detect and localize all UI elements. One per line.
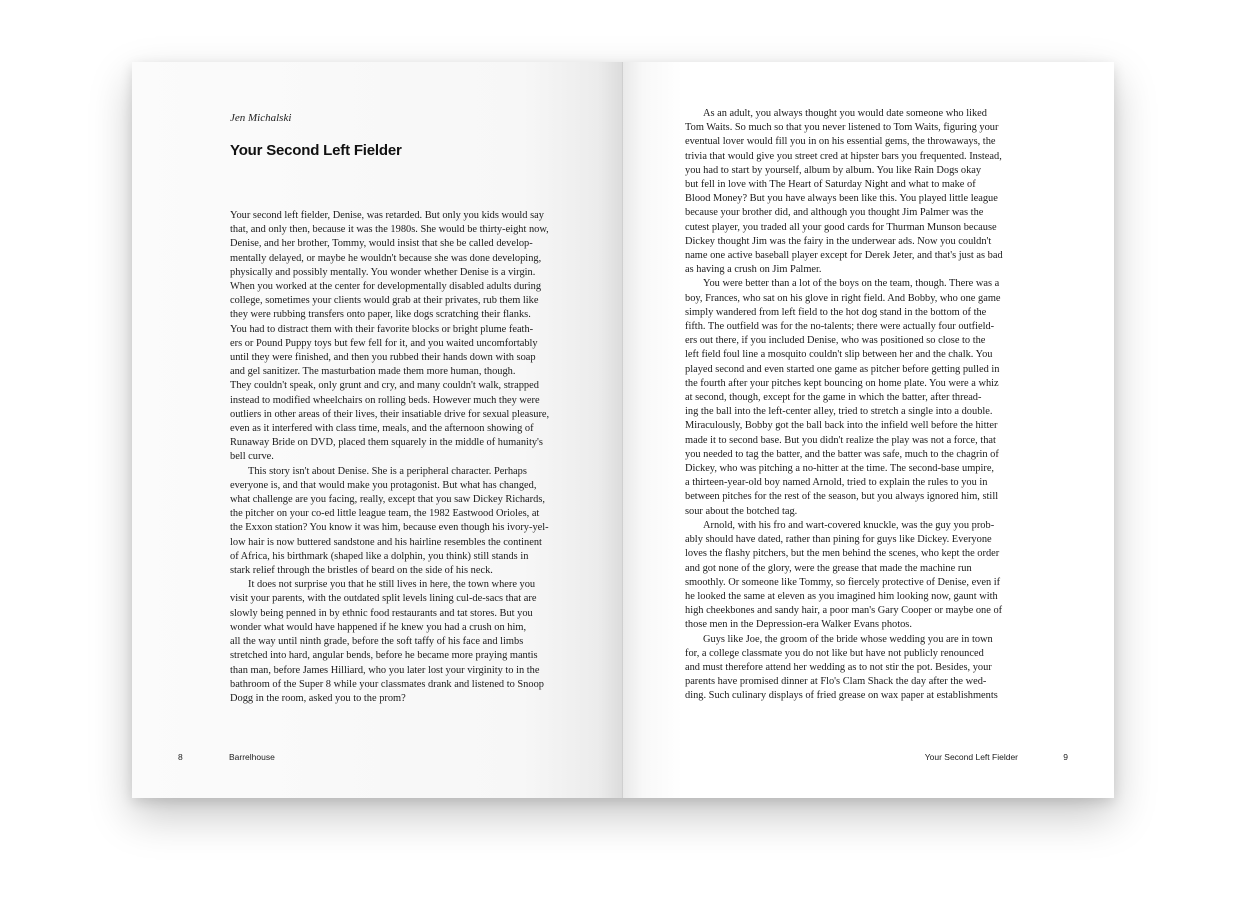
text-line: the pitcher on your co-ed little league team, the 1982 Eastwood Orioles, at [230, 508, 540, 520]
text-line: all the way until ninth grade, before the soft taffy of his face and limbs [230, 636, 524, 648]
text-line: ers or Pound Puppy toys but few fell for it, and you waited uncomfortably [230, 337, 538, 349]
text-line: everyone is, and that would make you protagonist. But what has changed, [230, 479, 537, 491]
text-line: wonder what would have happened if he knew you had a crush on him, [230, 621, 527, 633]
text-line: bathroom of the Super 8 while your classmates drank and listened to Snoop [230, 678, 544, 690]
text-line: bell curve. [230, 451, 274, 463]
text-line: As an adult, you always thought you would date someone who liked [703, 108, 987, 119]
left-page [132, 62, 622, 798]
text-line: They couldn't speak, only grunt and cry, and many couldn't walk, strapped [230, 380, 539, 392]
text-line: sour about the botched tag. [685, 505, 798, 517]
text-line: fifth. The outfield was for the no-talents; there were actually four outfield- [685, 321, 995, 333]
text-line: stretched into hard, angular bends, before he became more praying mantis [230, 650, 538, 662]
text-line: that, and only then, because it was the 1980s. She would be thirty-eight now, [230, 224, 549, 236]
text-line: left field foul line a mosquito couldn't slip between her and the chalk. You [685, 349, 993, 361]
text-line: eventual lover would fill you in on his essential gems, the throwaways, the [685, 136, 996, 148]
text-line: Blood Money? But you have always been like this. You played little league [685, 193, 998, 205]
text-line: you needed to tag the batter, and the batter was safe, much to the chagrin of [685, 448, 999, 460]
text-line: You had to distract them with their favorite blocks or bright plume feath- [230, 323, 534, 335]
text-line: ding. Such culinary displays of fried grease on wax paper at establishments [685, 690, 998, 702]
text-line: the fourth after your pitches kept bouncing on home plate. You were a whiz [685, 377, 999, 389]
text-line: This story isn't about Denise. She is a peripheral character. Perhaps [248, 465, 527, 477]
text-line: and gel sanitizer. The masturbation made them more human, though. [230, 366, 516, 378]
text-line: outliers in other areas of their lives, their insatiable drive for sexual pleasure, [230, 408, 550, 420]
text-line: ably should have dated, rather than pining for guys like Dickey. Everyone [685, 534, 992, 546]
text-line: for, a college classmate you do not like but have not publicly renounced [685, 647, 984, 659]
text-line: Tom Waits. So much so that you never listened to Tom Waits, figuring your [685, 122, 999, 134]
text-line: ing the ball into the left-center alley, tried to stretch a single into a double. [685, 406, 993, 418]
right-page-body [685, 107, 1021, 704]
left-page-body [230, 209, 566, 706]
text-line: and must therefore attend her wedding as to not stir the pot. Besides, your [685, 661, 992, 673]
text-line: and got none of the glory, were the grease that made the machine run [685, 562, 972, 574]
text-line: It does not surprise you that he still lives in here, the town where you [248, 579, 536, 591]
author-name: Jen Michalski [230, 112, 292, 124]
right-page [623, 62, 1114, 798]
text-line: you had to start by yourself, album by album. You like Rain Dogs okay [685, 164, 982, 176]
text-line: trivia that would give you street cred at hipster bars you frequented. Instead, [685, 150, 1002, 162]
text-line: at second, though, except for the game in which the batter, after thread- [685, 392, 982, 404]
text-line: Miraculously, Bobby got the ball back into the infield well before the hitter [685, 420, 998, 432]
text-line: physically and possibly mentally. You wonder whether Denise is a virgin. [230, 266, 536, 278]
right-page-number: 9 [1063, 752, 1068, 762]
text-line: even as it interfered with class time, meals, and the afternoon showing of [230, 423, 534, 435]
text-line: smoothly. Or someone like Tommy, so fiercely protective of Denise, even if [685, 576, 1001, 588]
text-line: they were rubbing transfers onto paper, like dogs scratching their flanks. [230, 309, 531, 321]
book-spread [132, 62, 1114, 798]
text-line: Dickey thought Jim was the fairy in the underwear ads. Now you couldn't [685, 235, 992, 247]
text-line: stark relief through the bristles of beard on the side of his neck. [230, 565, 493, 577]
text-line: what challenge are you facing, really, except that you saw Dickey Richards, [230, 494, 545, 506]
text-line: those men in the Depression-era Walker Evans photos. [685, 619, 912, 631]
text-line: played second and even started one game as pitcher before getting pulled in [685, 363, 1000, 375]
text-line: simply wandered from left field to the hot dog stand in the bottom of the [685, 306, 987, 318]
story-title: Your Second Left Fielder [230, 142, 402, 159]
text-line: Dickey, who was pitching a no-hitter at the time. The second-base umpire, [685, 463, 995, 475]
text-line: slowly being penned in by ethnic food restaurants and tat stores. But you [230, 607, 533, 619]
text-line: a thirteen-year-old boy named Arnold, tried to explain the rules to you in [685, 477, 988, 489]
text-line: mentally delayed, or maybe he wouldn't because she was done developing, [230, 252, 542, 264]
right-running-head: Your Second Left Fielder [924, 752, 1018, 762]
text-line: parents have promised dinner at Flo's Clam Shack the day after the wed- [685, 676, 987, 688]
text-line: When you worked at the center for developmentally disabled adults during [230, 281, 542, 293]
text-line: Dogg in the room, asked you to the prom? [230, 692, 406, 704]
text-line: made it to second base. But you didn't realize the play was not a force, that [685, 434, 996, 446]
text-line: high cheekbones and sandy hair, a poor man's Gary Cooper or maybe one of [685, 605, 1003, 617]
text-line: ers out there, if you included Denise, who was positioned so close to the [685, 335, 986, 347]
text-line: but fell in love with The Heart of Saturday Night and what to make of [685, 179, 976, 191]
left-running-head: Barrelhouse [229, 752, 275, 762]
text-line: between pitches for the rest of the season, but you always ignored him, still [685, 491, 999, 503]
text-line: name one active baseball player except for Derek Jeter, and that's just as bad [685, 250, 1003, 262]
text-line: Your second left fielder, Denise, was retarded. But only you kids would say [230, 210, 544, 221]
text-line: the Exxon station? You know it was him, because even though his ivory-yel- [230, 522, 549, 534]
text-line: Denise, and her brother, Tommy, would insist that she be called develop- [230, 238, 533, 250]
text-line: instead to modified wheelchairs on rolling beds. However much they were [230, 394, 540, 406]
text-line: as having a crush on Jim Palmer. [685, 264, 822, 276]
text-line: until they were finished, and then you rubbed their hands down with soap [230, 352, 536, 364]
text-line: You were better than a lot of the boys on the team, though. There was a [703, 278, 1000, 290]
text-line: college, sometimes your clients would grab at their privates, rub them like [230, 295, 539, 307]
text-line: Arnold, with his fro and wart-covered knuckle, was the guy you prob- [703, 519, 995, 531]
left-page-number: 8 [178, 752, 183, 762]
text-line: cutest player, you traded all your good cards for Thurman Munson because [685, 221, 997, 233]
text-line: low hair is now buttered sandstone and his hairline resembles the continent [230, 536, 542, 548]
text-line: visit your parents, with the outdated split levels lining cul-de-sacs that are [230, 593, 537, 605]
text-line: because your brother did, and although you thought Jim Palmer was the [685, 207, 984, 219]
text-line: loves the flashy pitchers, but the men behind the scenes, who kept the order [685, 548, 1000, 560]
text-line: boy, Frances, who sat on his glove in right field. And Bobby, who one game [685, 292, 1001, 304]
text-line: of Africa, his birthmark (shaped like a dolphin, you think) still stands in [230, 550, 529, 562]
text-line: Runaway Bride on DVD, placed them squarely in the middle of humanity's [230, 437, 543, 449]
text-line: Guys like Joe, the groom of the bride whose wedding you are in town [703, 633, 993, 645]
text-line: he looked the same at eleven as you imagined him looking now, gaunt with [685, 590, 998, 602]
text-line: than man, before James Hilliard, who you later lost your virginity to in the [230, 664, 540, 676]
